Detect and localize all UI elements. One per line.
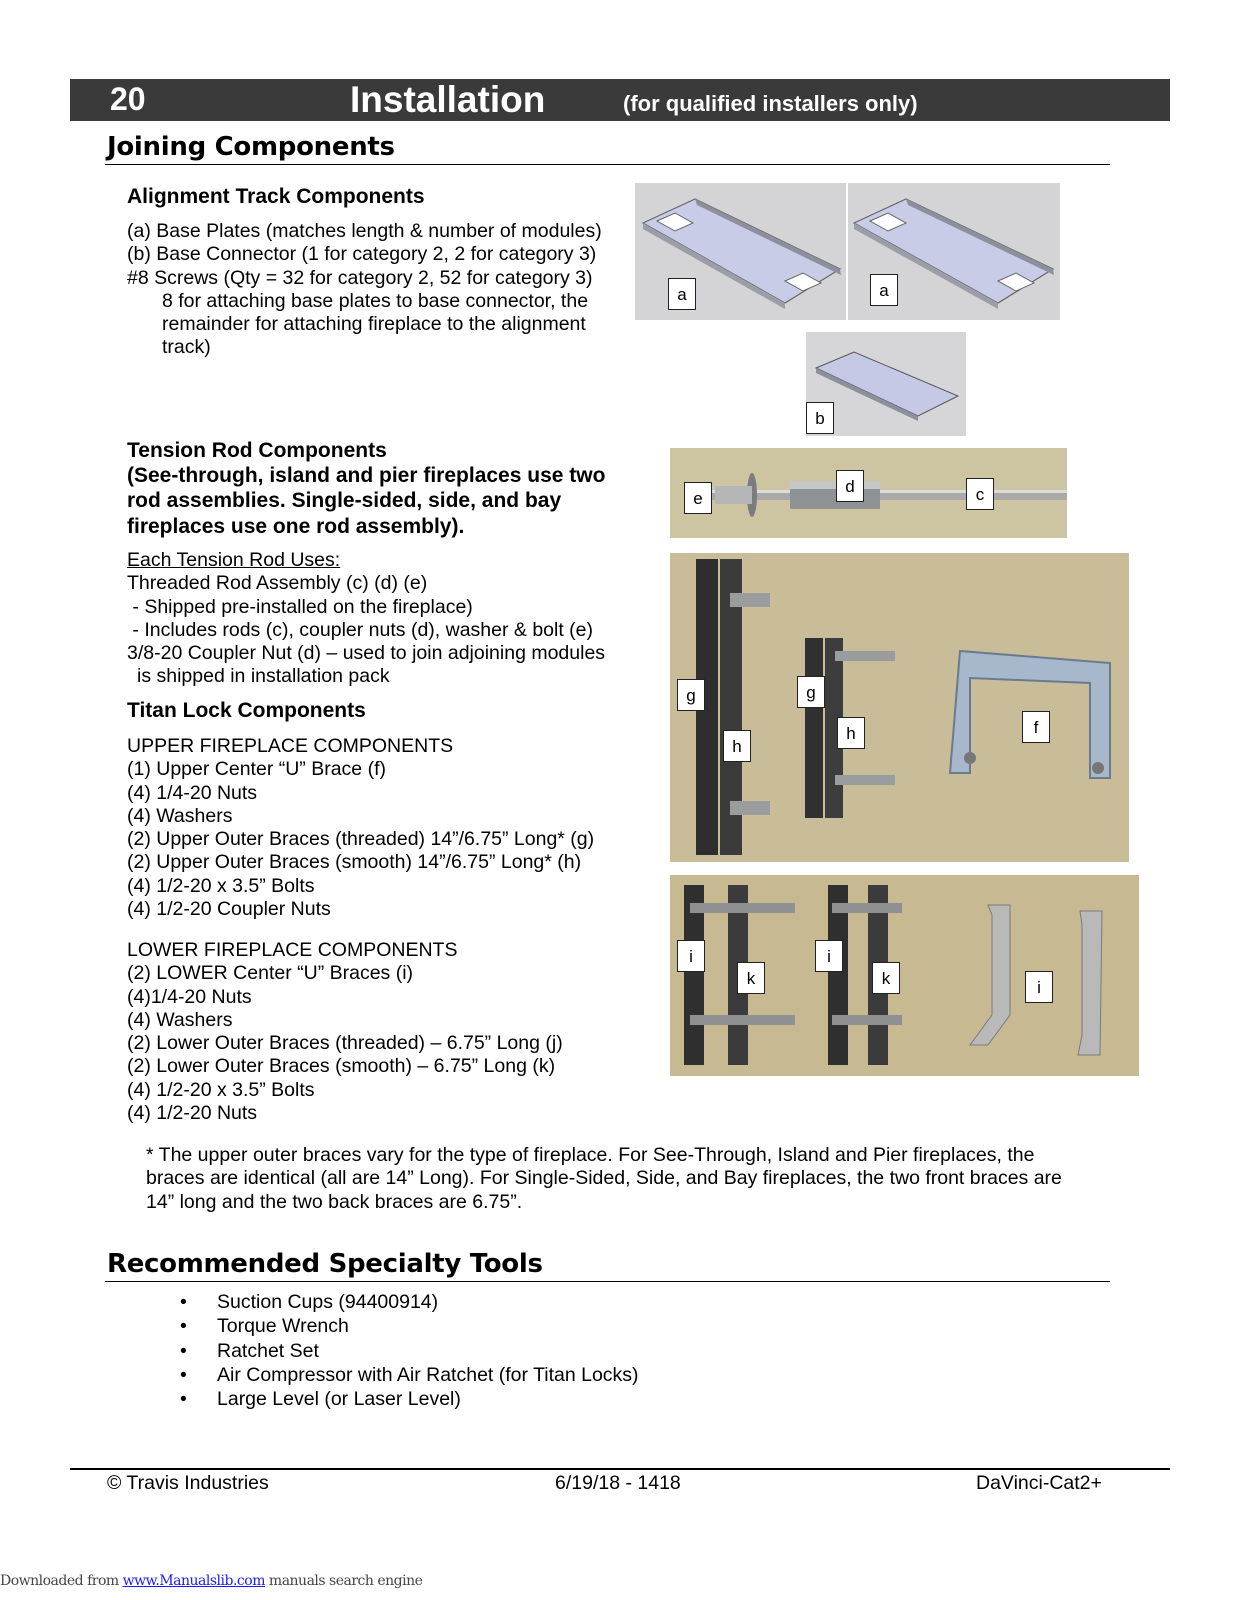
section-rule bbox=[105, 164, 1110, 165]
list-item: - Shipped pre-installed on the fireplace) bbox=[127, 595, 473, 618]
list-item: track) bbox=[162, 336, 211, 359]
list-item: (4) 1/2-20 Nuts bbox=[127, 1102, 258, 1125]
list-item: (2) Upper Outer Braces (threaded) 14”/6.75” Long* (g) bbox=[127, 828, 595, 851]
label-k: k bbox=[872, 962, 900, 994]
tension-heading: Tension Rod Components bbox=[127, 439, 387, 462]
list-item: 3/8-20 Coupler Nut (d) – used to join adjoining modules bbox=[127, 642, 606, 665]
list-item: (2) Lower Outer Braces (threaded) – 6.75” Long (j) bbox=[127, 1032, 563, 1055]
list-item bbox=[180, 1314, 639, 1338]
page-number: 20 bbox=[110, 81, 146, 117]
alignment-heading: Alignment Track Components bbox=[127, 185, 425, 208]
bullet-icon: • bbox=[180, 1315, 187, 1338]
list-item bbox=[180, 1363, 639, 1387]
list-item: (2) Upper Outer Braces (smooth) 14”/6.75” Long* (h) bbox=[127, 851, 582, 874]
header-subtitle: (for qualified installers only) bbox=[623, 91, 918, 116]
list-item: (4)1/4-20 Nuts bbox=[127, 985, 252, 1008]
label-g: g bbox=[677, 679, 705, 711]
upper-components-title: UPPER FIREPLACE COMPONENTS bbox=[127, 735, 454, 757]
label-h: h bbox=[837, 717, 865, 749]
list-item: is shipped in installation pack bbox=[137, 665, 390, 688]
list-item: (a) Base Plates (matches length & number of modules) bbox=[127, 220, 602, 242]
label-k: k bbox=[737, 962, 765, 994]
braces-footnote: * The upper outer braces vary for the type of fireplace. For See-Through, Island and Pier fireplaces, the braces are identical (all are 14” Long). For Single-Sided, Side, and Bay fireplaces, the two front braces are 14” long and the two back braces are 6.75”. bbox=[146, 1144, 1062, 1213]
list-item: (4) Washers bbox=[127, 1008, 233, 1031]
titan-upper-list bbox=[127, 735, 594, 921]
header-bar bbox=[70, 79, 1170, 121]
header-title: Installation bbox=[350, 79, 546, 120]
label-i: i bbox=[677, 940, 705, 972]
list-item: (1) Upper Center “U” Brace (f) bbox=[127, 758, 386, 781]
tool-label: Suction Cups (94400914) bbox=[217, 1291, 439, 1313]
tool-label: Air Compressor with Air Ratchet (for Titan Locks) bbox=[217, 1363, 639, 1386]
list-item: (4) 1/4-20 Nuts bbox=[127, 781, 258, 804]
bullet-icon: • bbox=[180, 1339, 187, 1362]
footer-copyright: © Travis Industries bbox=[107, 1472, 269, 1494]
section-tools-title: Recommended Specialty Tools bbox=[107, 1249, 543, 1279]
alignment-list bbox=[127, 220, 602, 360]
lower-titan-photo bbox=[670, 875, 1139, 1076]
list-item: (b) Base Connector (1 for category 2, 2 for category 3) bbox=[127, 243, 597, 266]
upper-titan-photo bbox=[670, 553, 1129, 862]
list-item: (4) Washers bbox=[127, 804, 233, 827]
section-joining-title: Joining Components bbox=[107, 132, 395, 162]
list-item: Threaded Rod Assembly (c) (d) (e) bbox=[127, 572, 428, 595]
list-item: remainder for attaching fireplace to the alignment bbox=[162, 313, 586, 336]
list-item bbox=[180, 1290, 639, 1314]
titan-lower-list bbox=[127, 939, 563, 1125]
list-item bbox=[180, 1387, 639, 1411]
label-d: d bbox=[836, 470, 864, 502]
download-prefix: Downloaded from bbox=[0, 1573, 123, 1589]
tool-label: Torque Wrench bbox=[217, 1315, 349, 1338]
list-item: (2) Lower Outer Braces (smooth) – 6.75” Long (k) bbox=[127, 1055, 556, 1078]
base-connector-photo bbox=[806, 332, 966, 436]
tension-rod-photo bbox=[670, 448, 1067, 538]
list-item: (4) 1/2-20 x 3.5” Bolts bbox=[127, 1078, 315, 1101]
label-b: b bbox=[806, 402, 834, 434]
label-g: g bbox=[797, 676, 825, 708]
list-item: #8 Screws (Qty = 32 for category 2, 52 for category 3) bbox=[127, 266, 593, 289]
tools-list bbox=[180, 1290, 639, 1411]
list-item: - Includes rods (c), coupler nuts (d), washer & bolt (e) bbox=[127, 618, 594, 641]
titan-heading: Titan Lock Components bbox=[127, 699, 366, 722]
label-a: a bbox=[668, 278, 696, 310]
tool-label: Ratchet Set bbox=[217, 1339, 319, 1362]
list-item bbox=[180, 1339, 639, 1363]
label-i: i bbox=[1025, 971, 1053, 1003]
section-rule bbox=[105, 1281, 1110, 1282]
label-e: e bbox=[684, 482, 712, 514]
download-suffix: manuals search engine bbox=[264, 1573, 423, 1589]
lower-components-title: LOWER FIREPLACE COMPONENTS bbox=[127, 939, 458, 961]
label-h: h bbox=[723, 730, 751, 762]
list-item: 8 for attaching base plates to base connector, the bbox=[162, 289, 589, 312]
list-item: (2) LOWER Center “U” Braces (i) bbox=[127, 962, 414, 985]
footer-date: 6/19/18 - 1418 bbox=[555, 1472, 681, 1494]
base-plate-photo-2 bbox=[848, 183, 1060, 320]
tension-note: (See-through, island and pier fireplaces use two rod assemblies. Single-sided, side, and bay fireplaces use one rod assembly). bbox=[127, 464, 606, 538]
tension-uses-title: Each Tension Rod Uses: bbox=[127, 549, 341, 571]
bullet-icon: • bbox=[180, 1388, 187, 1411]
label-f: f bbox=[1022, 711, 1050, 743]
manualslib-link[interactable]: www.Manualslib.com bbox=[122, 1573, 265, 1589]
label-c: c bbox=[966, 478, 994, 510]
footer-rule bbox=[70, 1468, 1170, 1470]
footer-model: DaVinci-Cat2+ bbox=[976, 1472, 1102, 1494]
base-plate-photo-1 bbox=[635, 183, 846, 320]
download-note bbox=[0, 1573, 422, 1589]
label-a: a bbox=[870, 274, 898, 306]
list-item: (4) 1/2-20 x 3.5” Bolts bbox=[127, 874, 315, 897]
bullet-icon: • bbox=[180, 1363, 187, 1386]
list-item: (4) 1/2-20 Coupler Nuts bbox=[127, 898, 331, 921]
tension-list bbox=[127, 549, 605, 689]
bullet-icon: • bbox=[180, 1291, 187, 1313]
label-i: i bbox=[815, 940, 843, 972]
tool-label: Large Level (or Laser Level) bbox=[217, 1388, 461, 1411]
